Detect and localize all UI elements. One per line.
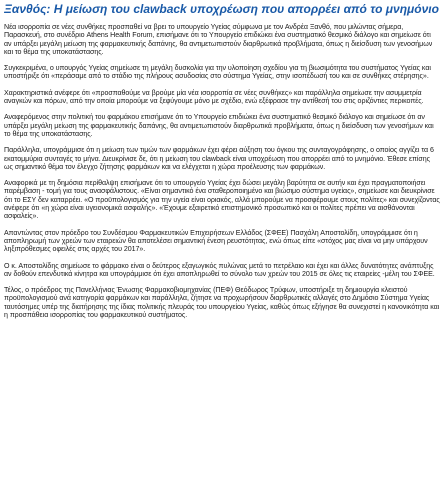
article-paragraph-3: Χαρακτηριστικά ανέφερε ότι «προσπαθούμε να βρούμε μία νέα ισορροπία σε νέες συνθήκες» και παράλληλα σημείωσε την ασυμμετρία αναγκών και πόρων, από την οποία μπορούμε να ξεφύγουμε μόνο με σχέδιο, ενώ εξέφρασε την αντίθεσή του στις οριζόντιες περικοπές. bbox=[4, 88, 424, 106]
article-paragraph-5: Παράλληλα, υπογράμμισε ότι η μείωση των τιμών των φαρμάκων έχει φέρει αύξηση του όγκου της συνταγογράφησης, ο οποίος αγγίζει τα 6 εκατομμύρια συνταγές το μήνα. Διευκρίνισε δε, ότι η μείωση του clawback είναι υποχρέωση που απορρέει από το μνημόνιο. Έθεσε επίσης ως σημαντικό θέμα τον έλεγχο ζήτησης φαρμάκων και να ελέγχεται η χώρα προέλευσης των φαρμάκων. bbox=[4, 146, 434, 171]
article-paragraph-2: Συγκεκριμένα, ο υπουργός Υγείας σημείωσε τη μεγάλη δυσκολία για την υλοποίηση σχεδίου για τη βιωσιμότητα του συστήματος Υγείας και υποστήριξε ότι «περάσαμε από το στάδιο της πλήρους ασυδοσίας στο σύστημα Υγείας, στην ισοπέδωσή του και σε συνθήκες στέρησης». bbox=[4, 64, 431, 81]
article-paragraph-9: Τέλος, ο πρόεδρος της Πανελλήνιας Ένωσης Φαρμακοβιομηχανίας (ΠΕΦ) Θεόδωρος Τρύφων, υποστήριξε τη δημιουργία κλειστού προϋπολογισμού ανά κατηγορία φαρμάκων και παράλληλα, ζήτησε να προχωρήσουν διαρθρωτικές αλλαγές στο Δημόσιο Σύστημα Υγείας ταυτόσημες υπέρ της διατήρησης της ίδιας πολιτικής πλευράς του υπουργείου Υγείας, καθώς όπως εξήγησε θα συνεχιστεί η κανονικότητα και η προσπάθεια ισορροπίας του φαρμακευτικού συστήματος. bbox=[4, 286, 440, 320]
article-paragraph-4: Αναφερόμενος στην πολιτική του φαρμάκου επισήμανε ότι το Υπουργείο επιδιώκει ένα συστηματικό θεσμικό διάλογο και σημείωσε ότι αν υπάρξει μεγάλη μείωση της φαρμακευτικής δαπάνης, θα αντιμετωπιστούν διαρθρωτικά προβλήματα, όπως η διείσδυση των γενοσήμων και το θέμα της υποκατάστασης. bbox=[4, 113, 434, 138]
article-paragraph-6: Αναφορικά με τη δημόσια περίθαλψη επισήμανε ότι το υπουργείο Υγείας έχει δώσει μεγάλη βαρύτητα σε αυτήν και έχει πραγματοποιήσει παρέμβαση - τομή για τους ανασφάλιστους. «Είναι σημαντικό ένα σταθεροποιημένο και βιώσιμο σύστημα υγείας», σημείωσε και διευκρίνισε ότι το ΕΣΥ δεν καταρρέει. «Ο προϋπολογισμός για την υγεία είναι οριακός, αλλά μπορούμε να προσφέρουμε στους πολίτες» και συνεχίζοντας ανέφερε ότι «η χώρα είναι υγειονομικά ασφαλής». «Έχουμε εξαιρετικό επιστημονικό προσωπικό και οι πολίτες πρέπει να αισθάνονται ασφαλείς». bbox=[4, 179, 440, 221]
article-paragraph-8: Ο κ. Αποστολίδης σημείωσε το φάρμακο είναι ο δεύτερος εξαγωγικός πυλώνας μετά το πετρέλαιο και έχει και άλλες δυνατότητες ανάπτυξης αν δοθούν επενδυτικά κίνητρα και υπογράμμισε ότι έχει αποπληρωθεί το σύνολο των χρεών του 2015 σε όλες τις εταιρείες -μέλη του ΣΦΕΕ. bbox=[4, 261, 435, 278]
article-paragraph-7: Απαντώντας στον πρόεδρο του Συνδέσμου Φαρμακευτικών Επιχειρήσεων Ελλάδος (ΣΦΕΕ) Πασχάλη Αποστολίδη, υπογράμμισε ότι η αποπληρωμή των χρεών των εταιρειών θα αποτελέσει σημαντική ένεση ρευστότητας, ενώ όπως είπε «στόχος μας είναι να μην υπάρχουν ληξιπρόθεσμες οφειλές στις αρχές του 2017». bbox=[4, 228, 428, 254]
article bbox=[4, 2, 440, 327]
article-paragraph-1: Νέα ισορροπία σε νέες συνθήκες προσπαθεί να βρει το υπουργείο Υγείας σύμφωνα με τον Ανδρέα Ξανθό, που μιλώντας σήμερα, Παρασκευή, στο συνέδριο Athens Health Forum, επισήμανε ότι το Υπουργείο επιδιώκει ένα συστηματικό θεσμικό διάλογο και σημείωσε ότι αν υπάρξει μεγάλη μείωση της φαρμακευτικής δαπάνης, θα αντιμετωπιστούν διαρθρωτικά προβλήματα, όπως η διείσδυση των γενοσήμων και το θέμα της υποκατάστασης. bbox=[4, 23, 433, 56]
article-title: Ξανθός: Η μείωση του clawback υποχρέωση που απορρέει από το μνημόνιο bbox=[4, 2, 439, 16]
